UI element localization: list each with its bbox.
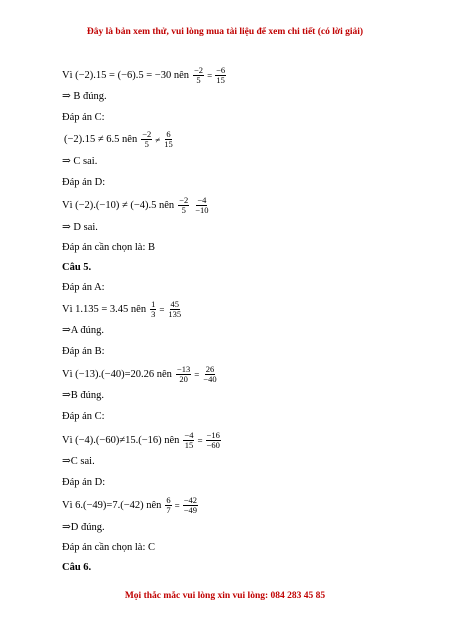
relation-sign: = — [197, 435, 203, 446]
statement-text: Vì 6.(−49)=7.(−42) nên — [62, 499, 162, 511]
conclusion-line: ⇒ C sai. — [62, 156, 98, 167]
solution-line — [62, 196, 211, 215]
option-heading: Đáp án C: — [62, 112, 105, 123]
fraction: $\frac{-4}{-10}$ — [195, 195, 209, 215]
solution-line — [62, 66, 227, 85]
statement-text: Vì (−13).(−40)=20.26 nên — [62, 368, 172, 380]
relation-sign: = — [174, 500, 180, 511]
answer-line: Đáp án cần chọn là: C — [62, 542, 156, 553]
solution-line — [62, 300, 183, 319]
statement-text: Vì 1.135 = 3.45 nên — [62, 303, 147, 315]
preview-notice: Đây là bản xem thử, vui lòng mua tài liệu để xem chi tiết (có lời giải) — [86, 27, 364, 37]
statement-text: Vì (−2).15 = (−6).5 = −30 nên — [62, 69, 190, 81]
fraction: $\frac{6}{15}$ — [164, 129, 173, 149]
fraction: $\frac{45}{135}$ — [168, 299, 182, 319]
question-heading: Câu 5. — [62, 262, 92, 273]
fraction: $\frac{-16}{-60}$ — [206, 430, 220, 450]
relation-sign: = — [194, 369, 200, 380]
fraction: $\frac{1}{3}$ — [151, 299, 156, 319]
conclusion-line: ⇒ D sai. — [62, 222, 98, 233]
fraction: $\frac{-13}{20}$ — [176, 364, 191, 384]
statement-text: (−2).15 ≠ 6.5 nên — [64, 133, 138, 145]
relation-sign: = — [207, 70, 213, 81]
conclusion-line: ⇒C sai. — [62, 456, 95, 467]
option-heading: Đáp án C: — [62, 411, 105, 422]
solution-line — [62, 496, 199, 515]
fraction: $\frac{-2}{5}$ — [179, 195, 189, 215]
fraction: $\frac{-42}{-49}$ — [183, 495, 198, 515]
fraction: $\frac{26}{-40}$ — [203, 364, 217, 384]
fraction: $\frac{-2}{5}$ — [142, 129, 152, 149]
solution-line — [62, 365, 219, 384]
fraction: $\frac{-4}{15}$ — [184, 430, 194, 450]
conclusion-line: ⇒B đúng. — [62, 390, 105, 401]
statement-text: Vì (−2).(−10) ≠ (−4).5 nên — [62, 199, 175, 211]
question-heading: Câu 6. — [62, 562, 92, 573]
conclusion-line: ⇒A đúng. — [62, 325, 105, 336]
fraction: $\frac{6}{7}$ — [166, 495, 171, 515]
statement-text: Vì (−4).(−60)≠15.(−16) nên — [62, 434, 180, 446]
relation-sign: = — [159, 304, 165, 315]
conclusion-line: ⇒ B đúng. — [62, 91, 107, 102]
option-heading: Đáp án D: — [62, 477, 106, 488]
fraction: $\frac{-2}{5}$ — [194, 65, 204, 85]
option-heading: Đáp án A: — [62, 282, 105, 293]
option-heading: Đáp án D: — [62, 177, 106, 188]
conclusion-line: ⇒D đúng. — [62, 522, 105, 533]
relation-sign: ≠ — [155, 134, 161, 145]
solution-line — [64, 130, 175, 149]
contact-notice: Mọi thắc mắc vui lòng xin vui lòng: 084 283 45 85 — [124, 591, 326, 601]
fraction: $\frac{-6}{15}$ — [216, 65, 226, 85]
option-heading: Đáp án B: — [62, 346, 105, 357]
answer-line: Đáp án cần chọn là: B — [62, 242, 156, 253]
solution-line — [62, 431, 222, 450]
